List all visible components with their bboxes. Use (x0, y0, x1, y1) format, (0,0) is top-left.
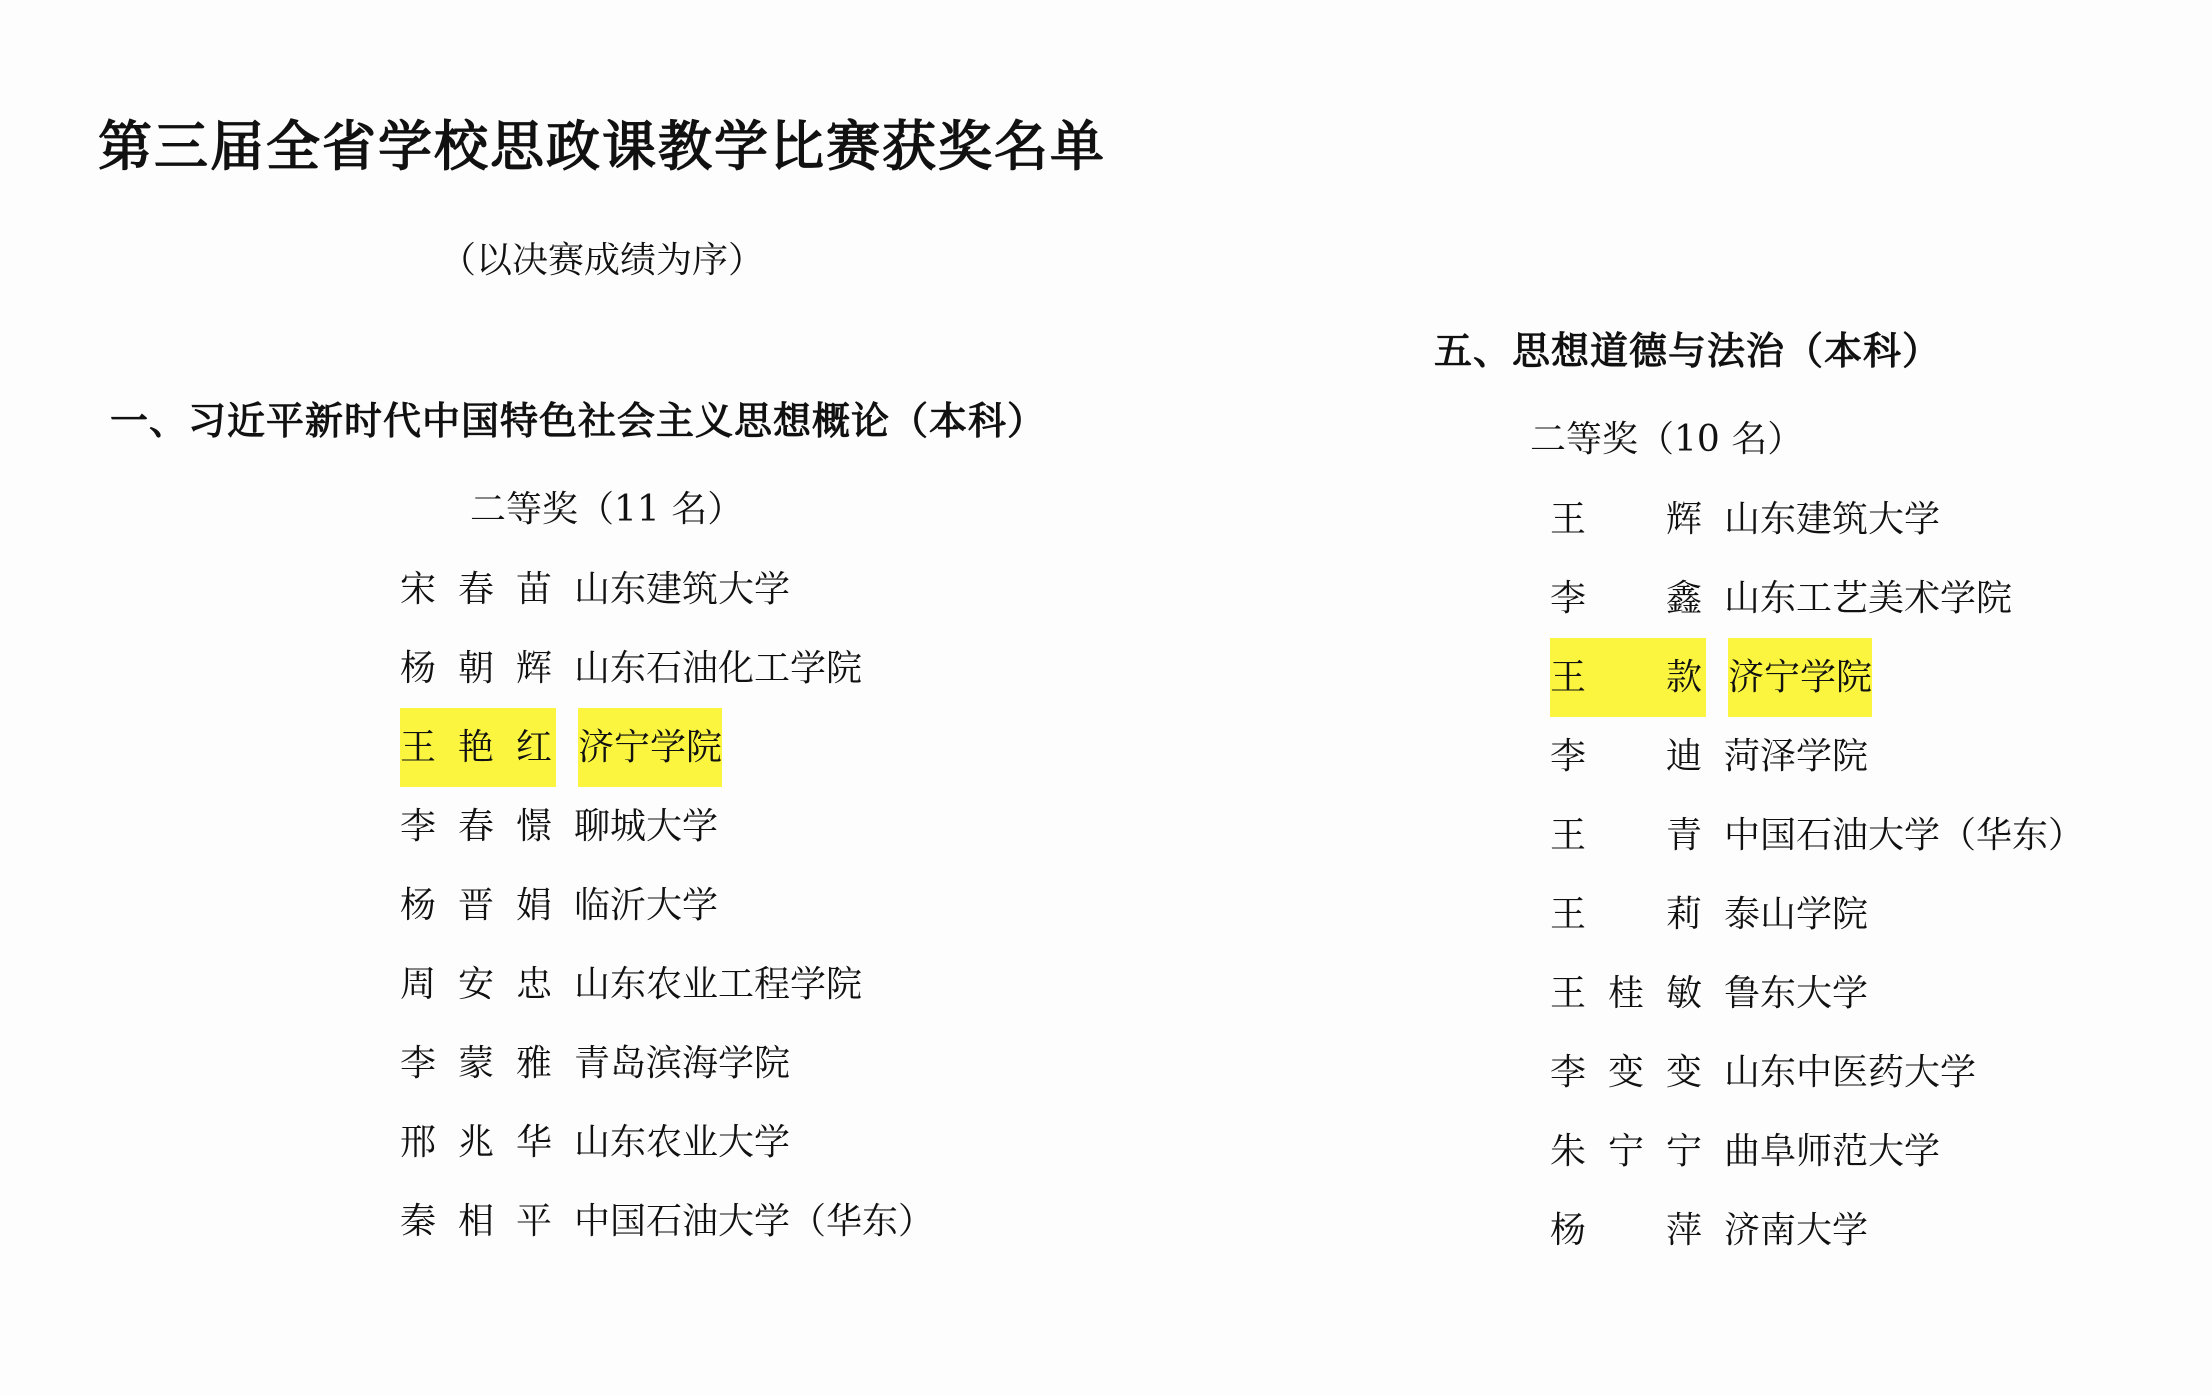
section-column-right (1420, 320, 2180, 1270)
list-item (110, 1024, 1110, 1103)
winner-school: 中国石油大学（华东） (574, 1201, 935, 1242)
winner-name: 李变变 (1550, 1052, 1702, 1093)
winner-name: 杨萍 (1550, 1210, 1702, 1251)
list-item (110, 1182, 1110, 1261)
award-heading-2: 二等奖（10 名） (1530, 419, 1804, 460)
winner-name: 杨晋娟 (400, 885, 552, 926)
list-item (1420, 1191, 2180, 1270)
list-item (1420, 1112, 2180, 1191)
list-item (110, 629, 1110, 708)
winner-school: 曲阜师范大学 (1724, 1131, 1941, 1172)
winner-school: 山东农业工程学院 (574, 964, 863, 1005)
winner-name: 王辉 (1550, 499, 1702, 540)
page-title: 第三届全省学校思政课教学比赛获奖名单 (98, 114, 1106, 178)
list-item (1420, 559, 2180, 638)
list-item (1420, 875, 2180, 954)
winner-name: 王桂敏 (1550, 973, 1702, 1014)
page-subtitle: （以决赛成绩为序） (440, 240, 765, 281)
list-item (110, 1103, 1110, 1182)
winner-name: 李鑫 (1550, 578, 1702, 619)
winner-name: 王青 (1550, 815, 1702, 856)
list-item-highlighted (1420, 638, 2180, 717)
list-item (110, 945, 1110, 1024)
winner-school: 山东石油化工学院 (574, 648, 863, 689)
section-column-left (110, 390, 1110, 1261)
winner-school: 泰山学院 (1724, 894, 1869, 935)
award-heading-1: 二等奖（11 名） (470, 489, 744, 530)
winner-name: 王艳红 (400, 708, 556, 787)
list-item (1420, 717, 2180, 796)
winner-name: 秦相平 (400, 1201, 552, 1242)
winner-school: 青岛滨海学院 (574, 1043, 791, 1084)
winner-name: 宋春苗 (400, 569, 552, 610)
winner-name: 朱宁宁 (1550, 1131, 1702, 1172)
winner-name: 邢兆华 (400, 1122, 552, 1163)
list-item-highlighted (110, 708, 1110, 787)
winner-school: 山东建筑大学 (574, 569, 791, 610)
section-heading-1: 一、习近平新时代中国特色社会主义思想概论（本科） (110, 398, 1047, 443)
winner-name: 李春憬 (400, 806, 552, 847)
winner-school: 山东建筑大学 (1724, 499, 1941, 540)
winner-school: 济宁学院 (578, 708, 722, 787)
winner-school: 济南大学 (1724, 1210, 1869, 1251)
list-item (110, 787, 1110, 866)
list-item (1420, 954, 2180, 1033)
winner-school: 中国石油大学（华东） (1724, 815, 2085, 856)
section-heading-2: 五、思想道德与法治（本科） (1434, 328, 1942, 373)
winner-name: 李蒙雅 (400, 1043, 552, 1084)
winner-school: 临沂大学 (574, 885, 719, 926)
winner-name: 王款 (1550, 638, 1706, 717)
winner-list-2 (1420, 480, 2180, 1270)
winner-school: 山东工艺美术学院 (1724, 578, 2013, 619)
winner-school: 菏泽学院 (1724, 736, 1869, 777)
list-item (1420, 796, 2180, 875)
winner-school: 鲁东大学 (1724, 973, 1869, 1014)
winner-name: 周安忠 (400, 964, 552, 1005)
winner-school: 聊城大学 (574, 806, 719, 847)
list-item (1420, 480, 2180, 559)
winner-school: 济宁学院 (1728, 638, 1872, 717)
list-item (110, 866, 1110, 945)
list-item (110, 550, 1110, 629)
winner-name: 李迪 (1550, 736, 1702, 777)
winner-name: 王莉 (1550, 894, 1702, 935)
winner-school: 山东中医药大学 (1724, 1052, 1977, 1093)
winner-school: 山东农业大学 (574, 1122, 791, 1163)
winner-list-1 (110, 550, 1110, 1261)
winner-name: 杨朝辉 (400, 648, 552, 689)
list-item (1420, 1033, 2180, 1112)
